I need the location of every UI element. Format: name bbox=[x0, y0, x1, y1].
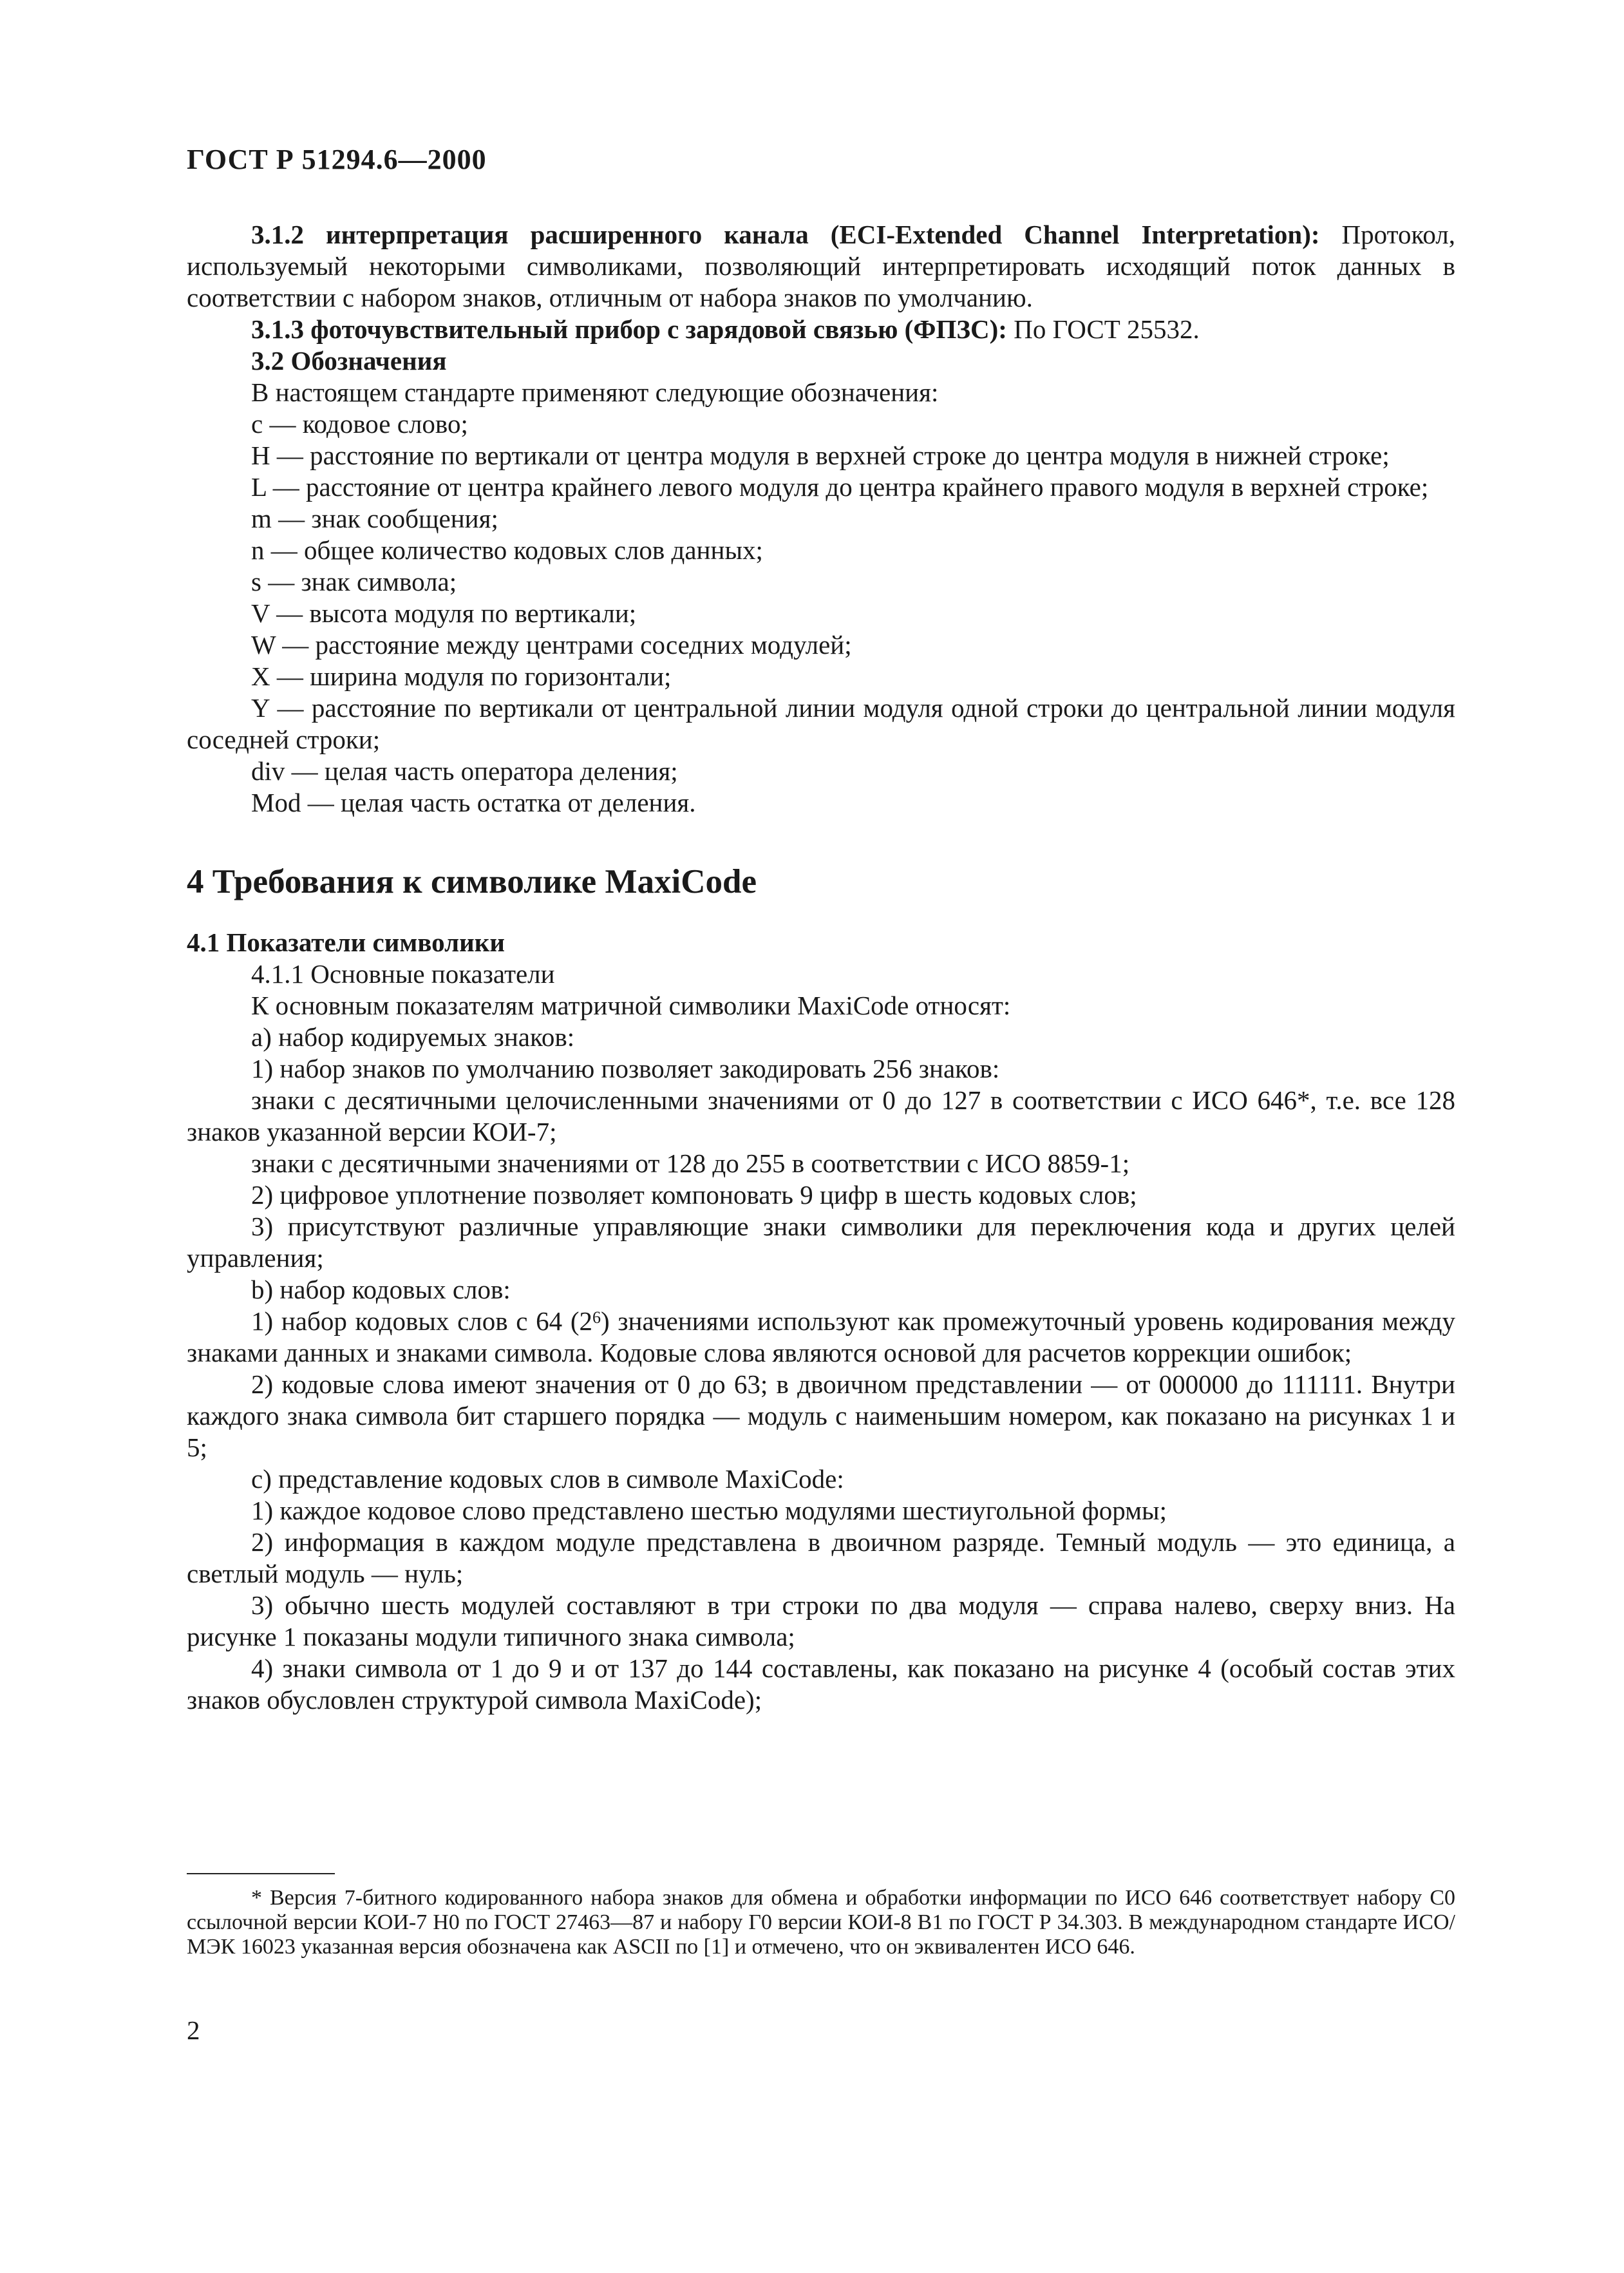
section-4-1-1-title: 4.1.1 Основные показатели bbox=[251, 959, 555, 989]
item-b-2: 2) кодовые слова имеют значения от 0 до 63; в двоичном представлении — от 000000 до 111111. Внутри каждого знака символа бит старшего порядка — модуль с наименьшим номером, как показано на рисунках 1 и 5; bbox=[187, 1369, 1455, 1462]
footnote-divider bbox=[187, 1873, 335, 1874]
symbol-s: s — знак символа; bbox=[251, 567, 457, 596]
section-4-1-title: 4.1 Показатели символики bbox=[187, 927, 505, 957]
item-a-1: 1) набор знаков по умолчанию позволяет закодировать 256 знаков: bbox=[251, 1054, 1000, 1083]
item-c-title: с) представление кодовых слов в символе MaxiCode: bbox=[251, 1464, 844, 1494]
section-4-1-1-intro: К основным показателям матричной символики MaxiCode относят: bbox=[251, 991, 1011, 1020]
clause-3-1-3 bbox=[187, 314, 1455, 345]
item-b-1 bbox=[187, 1306, 1455, 1369]
item-c-2: 2) информация в каждом модуле представлена в двоичном разряде. Темный модуль — это единица, а светлый модуль — нуль; bbox=[187, 1527, 1455, 1588]
symbol-l: L — расстояние от центра крайнего левого модуля до центра крайнего правого модуля в верхней строке; bbox=[251, 472, 1429, 502]
section-3-2-title: 3.2 Обозначения bbox=[251, 346, 447, 376]
symbol-c: с — кодовое слово; bbox=[251, 409, 468, 439]
symbol-n: n — общее количество кодовых слов данных; bbox=[251, 535, 763, 565]
clause-3-1-2 bbox=[187, 219, 1455, 314]
item-c-1: 1) каждое кодовое слово представлено шестью модулями шестиугольной формы; bbox=[251, 1496, 1167, 1525]
term-eci: 3.1.2 интерпретация расширенного канала (ECI-Extended Channel Interpretation): bbox=[251, 220, 1320, 249]
item-a-1-line1: знаки с десятичными целочисленными значениями от 0 до 127 в соответствии с ИСО 646*, т.е. все 128 знаков указанной версии КОИ-7; bbox=[187, 1085, 1455, 1146]
item-b-title: b) набор кодовых слов: bbox=[251, 1275, 511, 1304]
item-a-title: а) набор кодируемых знаков: bbox=[251, 1022, 575, 1052]
symbol-x: X — ширина модуля по горизонтали; bbox=[251, 661, 672, 691]
item-b-1-post: ) значениями используют как промежуточный уровень кодирования между знаками данных и знаками символа. Кодовые слова являются основой для расчетов коррекции ошибок; bbox=[187, 1306, 1456, 1367]
symbols-intro: В настоящем стандарте применяют следующие обозначения: bbox=[251, 377, 939, 407]
footnote-text: * Версия 7-битного кодированного набора знаков для обмена и обработки информации по ИСО 646 соответствует набору С0 ссылочной версии КОИ-7 Н0 по ГОСТ 27463—87 и набору Г0 версии КОИ-8 В1 по ГОСТ Р 34.303. В международном стандарте ИСО/МЭК 16023 указанная версия обозначена как ASCII по [1] и отмечено, что он эквивалентен ИСО 646. bbox=[187, 1886, 1455, 1959]
symbol-mod: Mod — целая часть остатка от деления. bbox=[251, 788, 696, 817]
item-b-1-sup: 6 bbox=[592, 1308, 601, 1327]
symbol-w: W — расстояние между центрами соседних модулей; bbox=[251, 630, 852, 660]
footnote bbox=[187, 1886, 1455, 1959]
definition-fpzs: По ГОСТ 25532. bbox=[1006, 314, 1200, 344]
document-header: ГОСТ Р 51294.6—2000 bbox=[187, 144, 487, 175]
item-a-3: 3) присутствуют различные управляющие знаки символики для переключения кода и других целей управления; bbox=[187, 1212, 1455, 1273]
symbol-m: m — знак сообщения; bbox=[251, 504, 498, 533]
item-c-3: 3) обычно шесть модулей составляют в три строки по два модуля — справа налево, сверху вниз. На рисунке 1 показаны модули типичного знака символа; bbox=[187, 1590, 1455, 1651]
symbol-v: V — высота модуля по вертикали; bbox=[251, 598, 637, 628]
symbol-y: Y — расстояние по вертикали от центральной линии модуля одной строки до центральной линии модуля соседней строки; bbox=[187, 693, 1455, 754]
page-number: 2 bbox=[187, 2015, 200, 2045]
document-body bbox=[187, 219, 1455, 1716]
symbol-div: div — целая часть оператора деления; bbox=[251, 756, 678, 786]
item-b-1-pre: 1) набор кодовых слов с 64 (2 bbox=[251, 1306, 593, 1336]
item-a-2: 2) цифровое уплотнение позволяет компоновать 9 цифр в шесть кодовых слов; bbox=[251, 1180, 1137, 1210]
term-fpzs: 3.1.3 фоточувствительный прибор с зарядовой связью (ФПЗС): bbox=[251, 314, 1007, 344]
item-a-1-line2: знаки с десятичными значениями от 128 до 255 в соответствии с ИСО 8859-1; bbox=[251, 1148, 1130, 1178]
item-c-4: 4) знаки символа от 1 до 9 и от 137 до 144 составлены, как показано на рисунке 4 (особый состав этих знаков обусловлен структурой символа MaxiCode); bbox=[187, 1653, 1455, 1715]
section-4-title: 4 Требования к символике MaxiCode bbox=[187, 863, 757, 900]
definition-eci: Протокол, используемый некоторыми символиками, позволяющий интерпретировать исходящий поток данных в соответствии с набором знаков, отличным от набора знаков по умолчанию. bbox=[187, 220, 1455, 312]
symbol-h: Н — расстояние по вертикали от центра модуля в верхней строке до центра модуля в нижней строке; bbox=[251, 441, 1390, 470]
